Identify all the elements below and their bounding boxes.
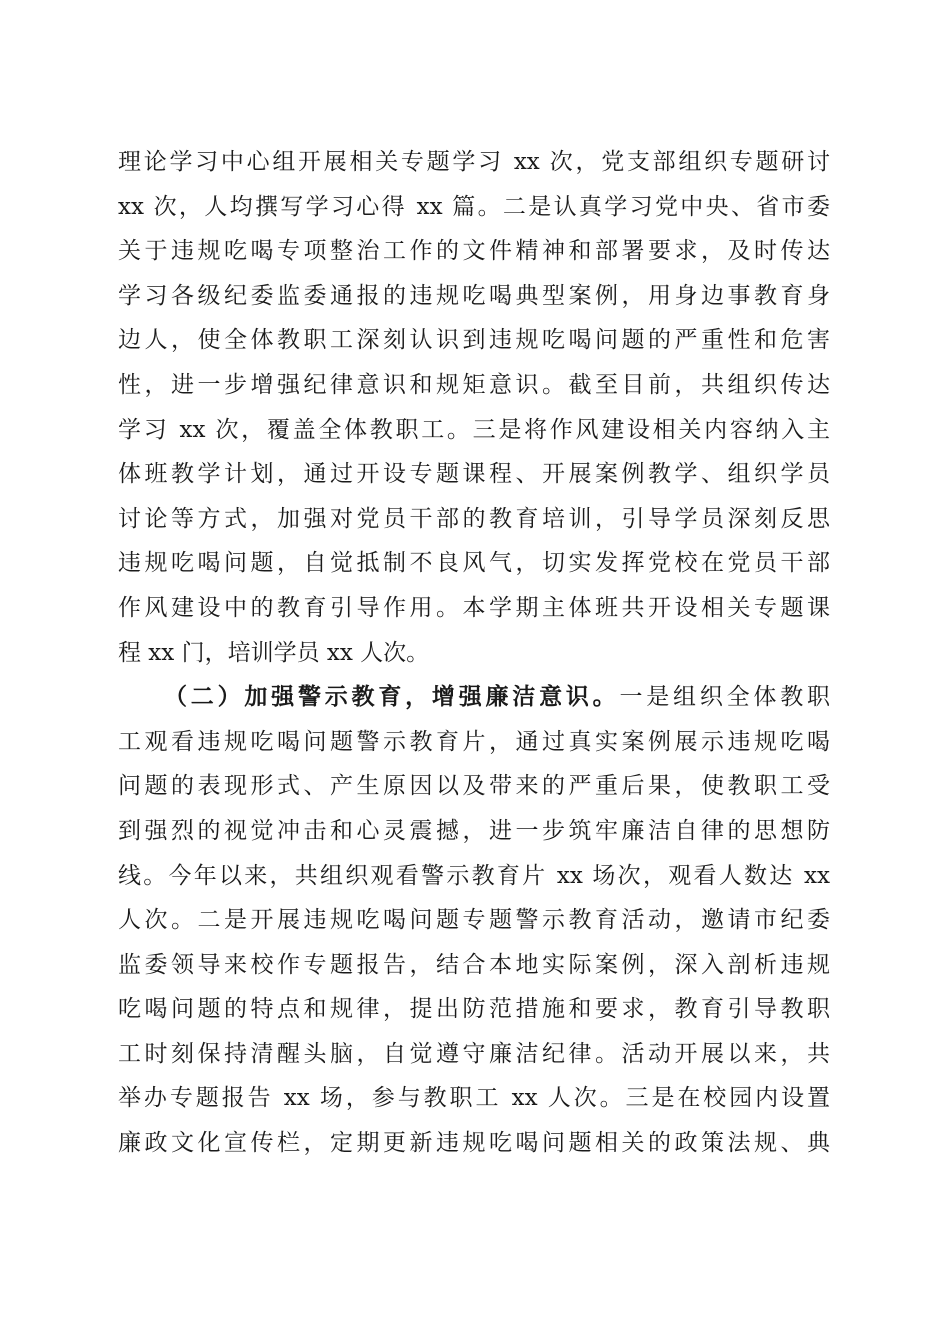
text-line: 程 xx 门，培训学员 xx 人次。 (118, 639, 430, 666)
text-line: 学习 xx 次，覆盖全体教职工。三是将作风建设相关内容纳入主 (118, 416, 830, 443)
section-heading-continuation: 一是组织全体教职 (619, 684, 830, 711)
text-line: 监委领导来校作专题报告，结合本地实际案例，深入剖析违规 (118, 951, 830, 978)
text-line: 作风建设中的教育引导作用。本学期主体班共开设相关专题课 (118, 594, 830, 621)
text-line: 理论学习中心组开展相关专题学习 xx 次，党支部组织专题研讨 (118, 149, 830, 175)
text-line: 问题的表现形式、产生原因以及带来的严重后果，使教职工受 (118, 773, 830, 800)
text-line: 工观看违规吃喝问题警示教育片，通过真实案例展示违规吃喝 (118, 728, 830, 755)
text-line: 线。今年以来，共组织观看警示教育片 xx 场次，观看人数达 xx (118, 862, 830, 889)
section-heading: （二）加强警示教育，增强廉洁意识。 (164, 683, 620, 711)
paragraph-1 (118, 140, 830, 675)
text-line: 性，进一步增强纪律意识和规矩意识。截至目前，共组织传达 (118, 371, 830, 398)
text-line: xx 次，人均撰写学习心得 xx 篇。二是认真学习党中央、省市委 (118, 193, 830, 220)
text-line: 到强烈的视觉冲击和心灵震撼，进一步筑牢廉洁自律的思想防 (118, 817, 830, 844)
section-heading-line (118, 675, 830, 720)
document-body (118, 140, 830, 1166)
text-line: 关于违规吃喝专项整治工作的文件精神和部署要求，及时传达 (118, 238, 830, 265)
text-line: 边人，使全体教职工深刻认识到违规吃喝问题的严重性和危害 (118, 327, 830, 354)
text-line: 工时刻保持清醒头脑，自觉遵守廉洁纪律。活动开展以来，共 (118, 1040, 830, 1067)
text-line: 体班教学计划，通过开设专题课程、开展案例教学、组织学员 (118, 461, 830, 488)
text-line: 人次。二是开展违规吃喝问题专题警示教育活动，邀请市纪委 (118, 907, 830, 934)
text-line: 讨论等方式，加强对党员干部的教育培训，引导学员深刻反思 (118, 505, 830, 532)
text-line: 举办专题报告 xx 场，参与教职工 xx 人次。三是在校园内设置 (118, 1085, 830, 1112)
paragraph-2 (118, 675, 830, 1166)
text-line: 违规吃喝问题，自觉抵制不良风气，切实发挥党校在党员干部 (118, 550, 830, 577)
text-line: 吃喝问题的特点和规律，提出防范措施和要求，教育引导教职 (118, 996, 830, 1023)
text-line: 廉政文化宣传栏，定期更新违规吃喝问题相关的政策法规、典 (118, 1130, 830, 1157)
text-line: 学习各级纪委监委通报的违规吃喝典型案例，用身边事教育身 (118, 282, 830, 309)
